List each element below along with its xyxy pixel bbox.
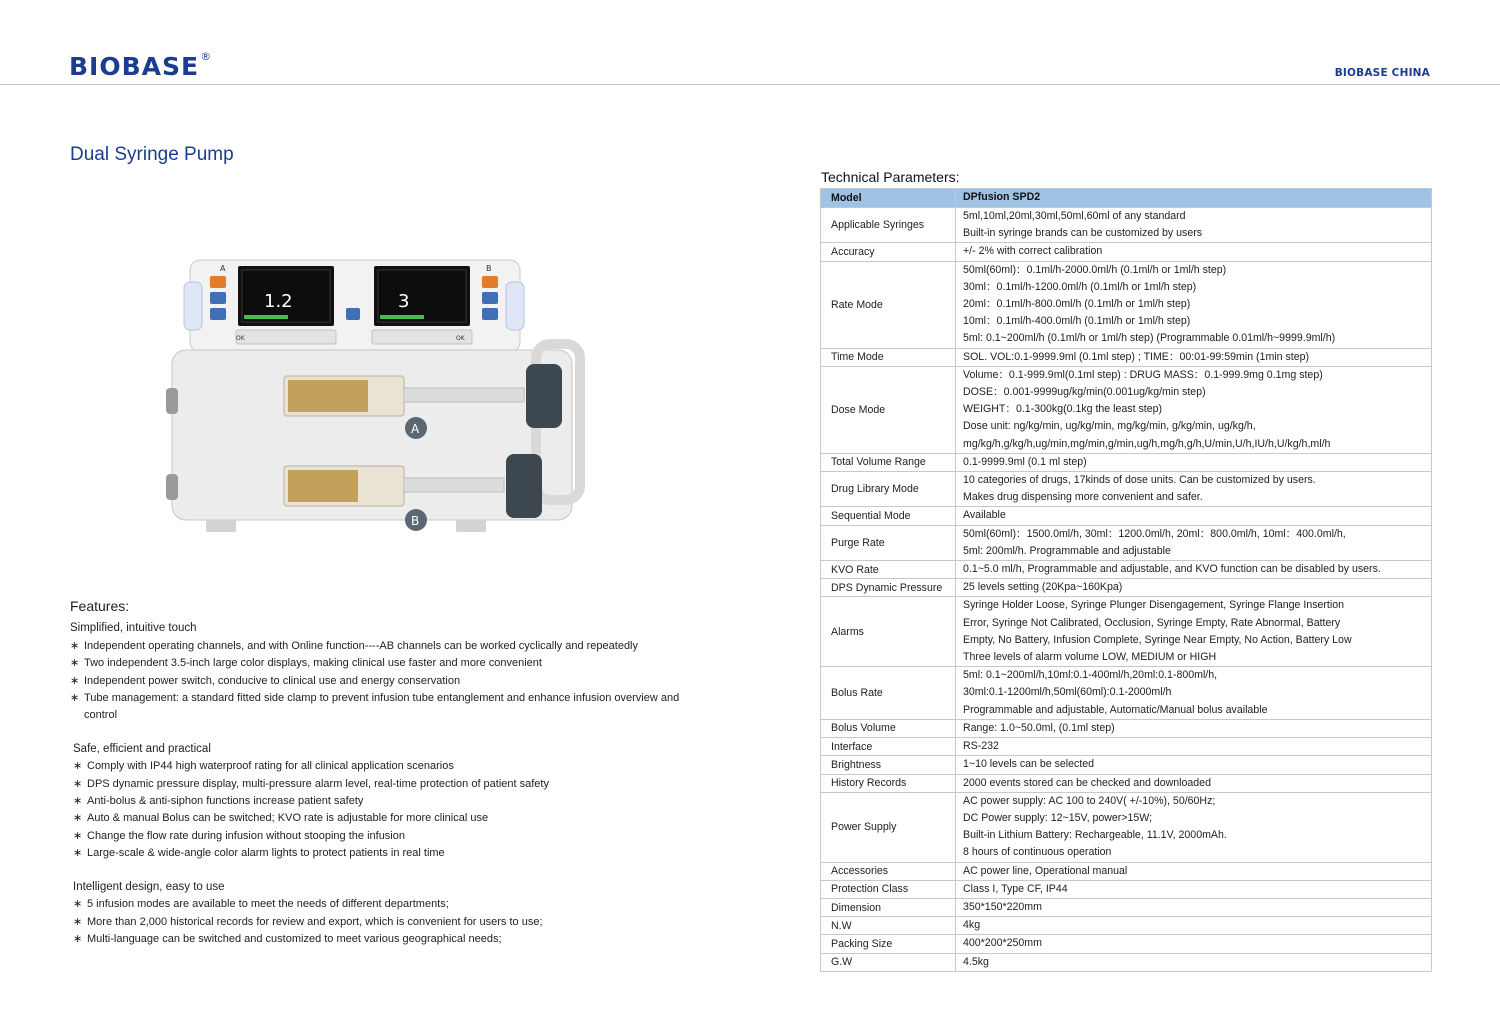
value-line: 0.1~5.0 ml/h, Programmable and adjustable, and KVO function can be disabled by users. [963,563,1381,576]
value-line: Empty, No Battery, Infusion Complete, Syringe Near Empty, No Action, Battery Low [963,633,1352,646]
param-cell: Brightness [821,756,956,774]
feature-group-heading: Simplified, intuitive touch [70,622,197,635]
feature-item: ∗ Auto & manual Bolus can be switched; KVO rate is adjustable for more clinical use [73,810,710,827]
screen-b-ok: OK [456,335,465,342]
feature-item: ∗ Change the flow rate during infusion without stooping the infusion [73,828,710,845]
feature-item: ∗ Two independent 3.5-inch large color displays, making clinical use faster and more convenient [70,655,710,672]
value-line: SOL. VOL:0.1-9999.9ml (0.1ml step) ; TIME：00:01-99:59min (1min step) [963,350,1310,363]
value-cell [956,935,1432,953]
table-header-row [821,189,1432,208]
header-brand-label: BIOBASE CHINA [1334,67,1430,79]
table-row [821,366,1432,453]
value-line: Range: 1.0~50.0ml, (0.1ml step) [963,721,1115,734]
feature-item: ∗ Large-scale & wide-angle color alarm lights to protect patients in real time [73,845,710,862]
screen-a-ok: OK [236,335,245,342]
param-cell: G.W [821,953,956,971]
table-row [821,667,1432,720]
param-cell: N.W [821,917,956,935]
value-cell [956,917,1432,935]
value-line: Built-in Lithium Battery: Rechargeable, 11.1V, 2000mAh. [963,829,1227,842]
value-line: +/- 2% with correct calibration [963,245,1103,258]
table-row [821,507,1432,525]
feature-item: ∗ Comply with IP44 high waterproof rating for all clinical application scenarios [73,758,710,775]
feature-item: ∗ Independent power switch, conducive to clinical use and energy conservation [70,673,710,690]
value-line: Volume：0.1-999.9ml(0.1ml step) : DRUG MASS：0.1-999.9mg 0.1mg step) [963,368,1323,381]
feature-item: ∗ Anti-bolus & anti-siphon functions increase patient safety [73,793,710,810]
channel-a-label: A [220,264,226,273]
value-line: 4kg [963,919,981,932]
value-line: 1~10 levels can be selected [963,758,1095,771]
value-line: 2000 events stored can be checked and downloaded [963,776,1211,789]
value-cell [956,792,1432,862]
value-line: 50ml(60ml)：1500.0ml/h, 30ml：1200.0ml/h, 20ml：800.0ml/h, 10ml：400.0ml/h, [963,527,1346,540]
value-cell [956,719,1432,737]
value-cell [956,525,1432,560]
table-row [821,453,1432,471]
value-line: 0.1-9999.9ml (0.1 ml step) [963,455,1087,468]
table-row [821,243,1432,261]
value-line: Built-in syringe brands can be customized by users [963,227,1203,240]
value-line: 5ml,10ml,20ml,30ml,50ml,60ml of any standard [963,210,1186,222]
syringe-a-label: A [411,422,420,436]
technical-parameters-title: Technical Parameters: [821,169,960,185]
table-row [821,561,1432,579]
feature-item: ∗ Tube management: a standard fitted side clamp to prevent infusion tube entanglement and enhance infusion overview and control [70,690,710,725]
value-line: 5ml: 0.1~200ml/h (0.1ml/h or 1ml/h step) (Programmable 0.01ml/h~9999.9ml/h) [963,332,1336,345]
feature-item: ∗ Independent operating channels, and with Online function----AB channels can be worked cyclically and repeatedly [70,638,710,655]
table-row [821,756,1432,774]
value-line: 30ml:0.1-1200ml/h,50ml(60ml):0.1-2000ml/h [963,686,1172,699]
table-row [821,935,1432,953]
technical-parameters-table [820,188,1432,972]
value-cell [956,898,1432,916]
param-cell: History Records [821,774,956,792]
channel-b-label: B [486,264,492,273]
param-cell: Accuracy [821,243,956,261]
param-cell: DPS Dynamic Pressure [821,579,956,597]
value-cell [956,880,1432,898]
value-line: Three levels of alarm volume LOW, MEDIUM or HIGH [963,651,1217,664]
feature-group-touch [70,620,710,724]
value-cell [956,243,1432,261]
value-cell [956,774,1432,792]
value-cell [956,756,1432,774]
param-cell: Dose Mode [821,366,956,453]
value-line: AC power line, Operational manual [963,864,1128,877]
param-cell: Applicable Syringes [821,208,956,243]
brand-logo [69,49,213,81]
value-cell [956,738,1432,756]
value-line: 8 hours of continuous operation [963,846,1112,859]
feature-group-intelligent [70,879,710,949]
param-cell: Packing Size [821,935,956,953]
features-title: Features: [70,598,130,614]
param-cell: Dimension [821,898,956,916]
table-row [821,525,1432,560]
value-cell [956,472,1432,507]
param-cell: Sequential Mode [821,507,956,525]
value-cell [956,597,1432,667]
value-line: Syringe Holder Loose, Syringe Plunger Disengagement, Syringe Flange Insertion [963,599,1345,612]
param-cell: Bolus Volume [821,719,956,737]
value-line: 10ml：0.1ml/h-400.0ml/h (0.1ml/h or 1ml/h step) [963,315,1191,328]
feature-group-safe [70,741,710,863]
feature-group-heading: Safe, efficient and practical [73,742,211,755]
value-line: 5ml: 0.1~200ml/h,10ml:0.1-400ml/h,20ml:0.1-800ml/h, [963,669,1218,682]
value-line: Programmable and adjustable, Automatic/Manual bolus available [963,703,1268,716]
header-divider [0,84,1500,85]
table-row [821,917,1432,935]
feature-item: ∗ 5 infusion modes are available to meet the needs of different departments; [73,896,710,913]
brand-name: BIOBASE [69,52,200,81]
feature-group-heading: Intelligent design, easy to use [73,880,225,893]
value-cell [956,507,1432,525]
value-line: 400*200*250mm [963,937,1042,950]
param-cell: Alarms [821,597,956,667]
value-line: Available [963,509,1006,522]
table-row [821,898,1432,916]
feature-item: ∗ DPS dynamic pressure display, multi-pressure alarm level, real-time protection of patient safety [73,776,710,793]
value-line: 30ml：0.1ml/h-1200.0ml/h (0.1ml/h or 1ml/h step) [963,280,1197,293]
header-value-cell: DPfusion SPD2 [956,189,1432,208]
param-cell: Total Volume Range [821,453,956,471]
value-cell [956,261,1432,348]
value-line: DC Power supply: 12~15V, power>15W; [963,811,1153,824]
feature-item: ∗ More than 2,000 historical records for review and export, which is convenient for users to use; [73,914,710,931]
value-line: mg/kg/h,g/kg/h,ug/min,mg/min,g/min,ug/h,mg/h,g/h,U/min,U/h,IU/h,U/kg/h,ml/h [963,437,1331,450]
value-line: RS-232 [963,740,999,753]
header-param-cell: Model [821,189,956,208]
table-row [821,348,1432,366]
value-cell [956,561,1432,579]
table-row [821,774,1432,792]
table-row [821,862,1432,880]
table-row [821,719,1432,737]
syringe-pump-illustration [166,258,588,538]
value-cell [956,208,1432,243]
value-cell [956,366,1432,453]
screen-b-value: 3 [398,291,410,312]
value-line: 25 levels setting (20Kpa~160Kpa) [963,581,1123,594]
table-row [821,953,1432,971]
param-cell: Interface [821,738,956,756]
param-cell: Rate Mode [821,261,956,348]
table-row [821,880,1432,898]
value-cell [956,862,1432,880]
value-line: WEIGHT：0.1-300kg(0.1kg the least step) [963,403,1163,416]
value-line: 20ml：0.1ml/h-800.0ml/h (0.1ml/h or 1ml/h step) [963,298,1191,311]
feature-item: ∗ Multi-language can be switched and customized to meet various geographical needs; [73,931,710,948]
value-cell [956,953,1432,971]
param-cell: Accessories [821,862,956,880]
param-cell: KVO Rate [821,561,956,579]
value-cell [956,453,1432,471]
page-title: Dual Syringe Pump [70,144,234,165]
value-cell [956,667,1432,720]
syringe-b-label: B [411,514,420,528]
table-row [821,261,1432,348]
value-line: Makes drug dispensing more convenient and safer. [963,491,1203,504]
table-row [821,579,1432,597]
table-row [821,597,1432,667]
param-cell: Drug Library Mode [821,472,956,507]
param-cell: Purge Rate [821,525,956,560]
table-row [821,472,1432,507]
param-cell: Power Supply [821,792,956,862]
value-line: 50ml(60ml)：0.1ml/h-2000.0ml/h (0.1ml/h or 1ml/h step) [963,263,1227,276]
screen-a-value: 1.2 [264,291,293,312]
features-section [70,598,710,964]
value-line: Error, Syringe Not Calibrated, Occlusion, Syringe Empty, Rate Abnormal, Battery [963,616,1341,629]
table-row [821,208,1432,243]
table-row [821,738,1432,756]
value-cell [956,579,1432,597]
param-cell: Time Mode [821,348,956,366]
param-cell: Bolus Rate [821,667,956,720]
value-line: 4.5kg [963,955,989,968]
registered-mark: ® [200,49,213,63]
value-line: 5ml: 200ml/h. Programmable and adjustable [963,544,1171,557]
value-line: Dose unit: ng/kg/min, ug/kg/min, mg/kg/min, g/kg/min, ug/kg/h, [963,420,1256,433]
value-line: Class I, Type CF, IP44 [963,882,1068,895]
value-line: AC power supply: AC 100 to 240V( +/-10%), 50/60Hz; [963,794,1216,807]
value-line: 10 categories of drugs, 17kinds of dose units. Can be customized by users. [963,474,1316,487]
param-cell: Protection Class [821,880,956,898]
value-cell [956,348,1432,366]
table-row [821,792,1432,862]
value-line: 350*150*220mm [963,900,1042,913]
value-line: DOSE：0.001-9999ug/kg/min(0.001ug/kg/min step) [963,386,1206,399]
